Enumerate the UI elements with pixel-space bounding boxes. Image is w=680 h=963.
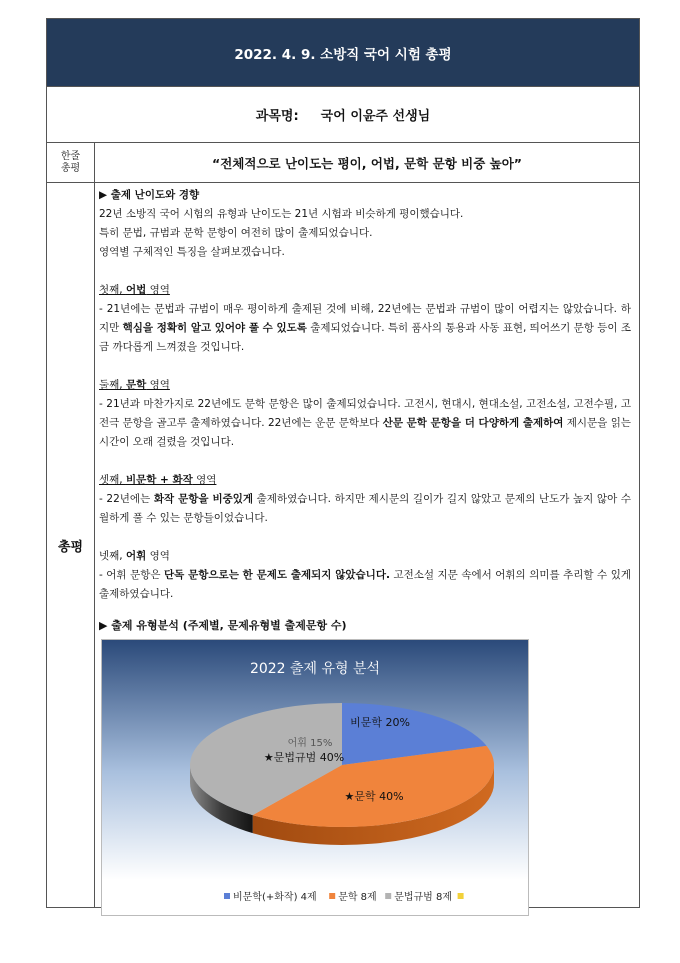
section-1-title: 첫째, 어법 영역 xyxy=(99,284,170,296)
page-title: 2022. 4. 9. 소방직 국어 시험 총평 xyxy=(234,46,452,63)
section-1-body: - 21년에는 문법과 규범이 매우 평이하게 출제된 것에 비해, 22년에는 문법과 규범이 많이 어렵지는 않았습니다. 하지만 핵심을 정확히 알고 있어야 풀 수 있도록 출제되었습니다. 특히 품사의 통용과 사동 표현, 띄어쓰기 문항 등이 조금 까다롭게 느껴졌을 것입니다. xyxy=(99,303,631,353)
section-2-body: - 21년과 마찬가지로 22년에도 문학 문항은 많이 출제되었습니다. 고전시, 현대시, 현대소설, 고전소설, 고전수필, 고전극 문항을 골고루 출제하였습니다. 22년에는 운문 문학보다 산문 문학 문항을 더 다양하게 출제하여 제시문을 읽는 시간이 오래 걸렸을 것입니다. xyxy=(99,398,631,448)
slice-label: ★문법규범 40% xyxy=(263,751,345,764)
main-row xyxy=(47,183,639,907)
section-3-title: 셋째, 비문학 + 화작 영역 xyxy=(99,474,217,486)
intro-line: 영역별 구체적인 특징을 살펴보겠습니다. xyxy=(99,246,285,258)
pie-chart-svg xyxy=(102,640,528,915)
section-4-body: - 어휘 문항은 단독 문항으로는 한 문제도 출제되지 않았습니다. 고전소설 지문 속에서 어휘의 의미를 추리할 수 있게 출제하였습니다. xyxy=(99,569,631,600)
legend-swatch xyxy=(224,893,230,899)
legend-label: 비문학(+화작) 4제 xyxy=(233,892,317,903)
intro-line: 특히 문법, 규범과 문학 문항이 여전히 많이 출제되었습니다. xyxy=(99,227,373,239)
intro-title: ▶ 출제 난이도와 경향 xyxy=(99,189,200,201)
summary-row xyxy=(47,143,639,183)
legend-swatch xyxy=(458,893,464,899)
pie-chart xyxy=(101,639,529,916)
main-label-cell xyxy=(47,183,95,907)
subject-row xyxy=(47,86,639,143)
chart-heading: ▶ 출제 유형분석 (주제별, 문제유형별 출제문항 수) xyxy=(99,619,347,632)
main-content xyxy=(99,186,631,604)
legend-swatch xyxy=(329,893,335,899)
summary-label-cell xyxy=(47,143,95,182)
legend-label: 문법규범 8제 xyxy=(394,892,453,903)
intro-line: 22년 소방직 국어 시험의 유형과 난이도는 21년 시험과 비슷하게 평이했습니다. xyxy=(99,208,464,220)
summary-label: 한줄 총평 xyxy=(60,150,81,174)
slice-label: ★문학 40% xyxy=(344,790,404,803)
legend-label: 문학 8제 xyxy=(338,892,377,903)
main-label: 총평 xyxy=(57,539,84,555)
slice-label: 어휘 15% xyxy=(287,738,333,749)
slice-label: 비문학 20% xyxy=(350,716,410,729)
section-3-body: - 22년에는 화작 문항을 비중있게 출제하였습니다. 하지만 제시문의 길이가 길지 않았고 문제의 난도가 높지 않아 수월하게 풀 수 있는 문항들이었습니다. xyxy=(99,493,631,524)
document-frame xyxy=(46,18,640,908)
document-header xyxy=(47,19,639,86)
subject-value: 국어 이윤주 선생님 xyxy=(320,109,431,124)
section-2-title: 둘째, 문학 영역 xyxy=(99,379,170,391)
legend-swatch xyxy=(385,893,391,899)
summary-text: “전체적으로 난이도는 평이, 어법, 문학 문항 비중 높아” xyxy=(212,155,522,171)
subject-label: 과목명: xyxy=(255,109,299,124)
section-4-title: 넷째, 어휘 영역 xyxy=(99,550,170,562)
chart-title: 2022 출제 유형 분석 xyxy=(249,661,381,677)
